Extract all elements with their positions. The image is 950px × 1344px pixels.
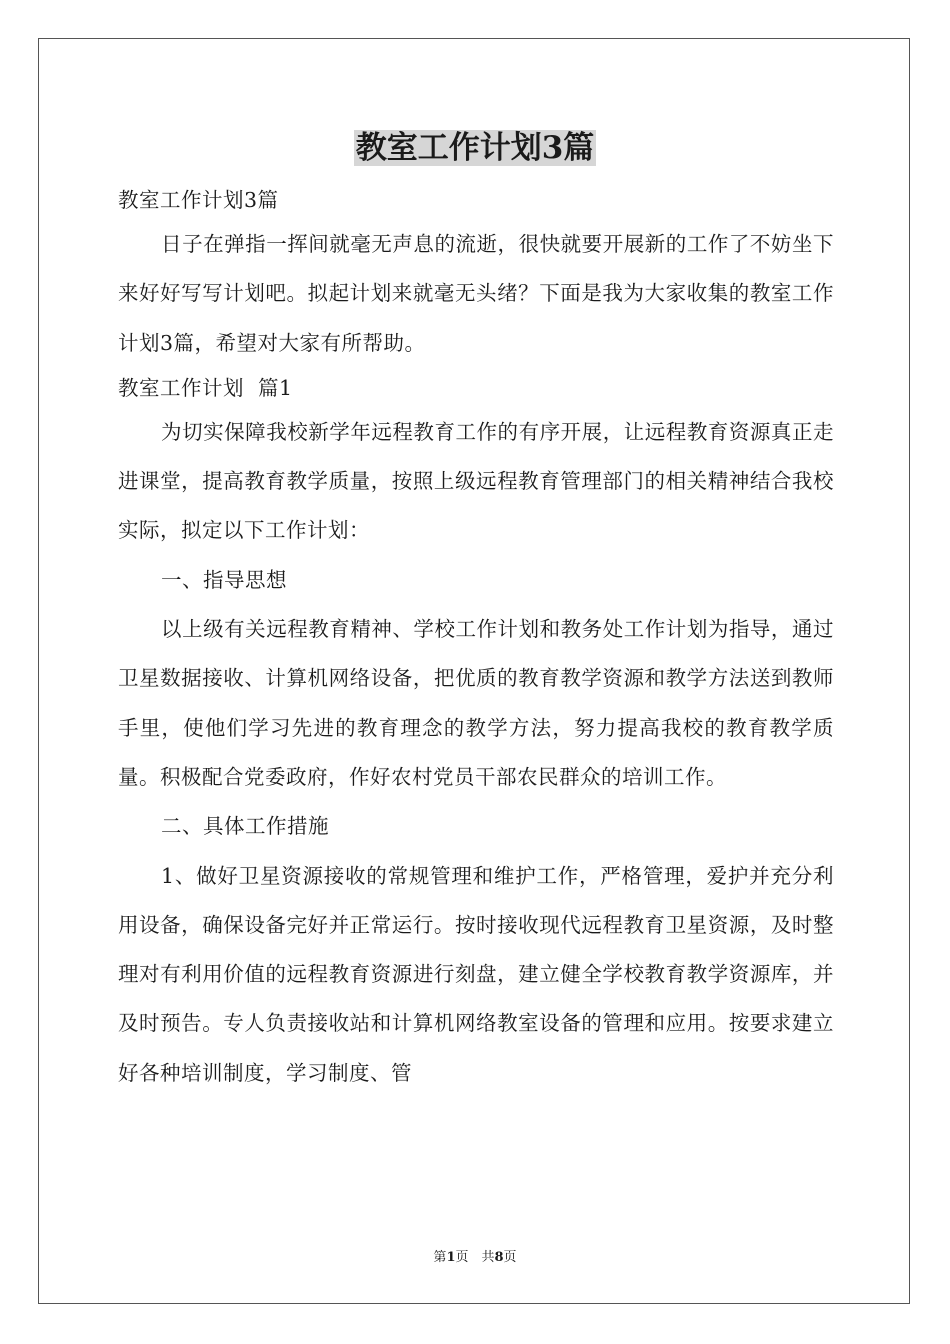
section-heading: 教室工作计划 篇1	[118, 375, 293, 400]
body-paragraph: 为切实保障我校新学年远程教育工作的有序开展，让远程教育资源真正走进课堂，提高教育教学质量，按照上级远程教育管理部门的相关精神结合我校实际，拟定以下工作计划：	[118, 419, 834, 543]
subheading-guiding-ideas: 一、指导思想	[161, 567, 288, 592]
subheading-work-measures: 二、具体工作措施	[161, 814, 330, 839]
body-paragraph: 1、做好卫星资源接收的常规管理和维护工作，严格管理，爱护并充分利用设备，确保设备完好并正常运行。按时接收现代远程教育卫星资源，及时整理对有利用价值的远程教育资源进行刻盘，建立健全学校教育教学资源库，并及时预告。专人负责接收站和计算机网络教室设备的管理和应用。按要求建立好各种培训制度，学习制度、管	[118, 863, 834, 1085]
page-mid: 页 共	[455, 1250, 495, 1265]
page-footer	[0, 1246, 950, 1265]
page-current: 1	[446, 1250, 456, 1265]
body-paragraph: 以上级有关远程教育精神、学校工作计划和教务处工作计划为指导，通过卫星数据接收、计算机网络设备，把优质的教育教学资源和教学方法送到教师手里，使他们学习先进的教育理念的教学方法，努力提高我校的教育教学质量。积极配合党委政府，作好农村党员干部农民群众的培训工作。	[118, 617, 834, 789]
page-prefix: 第	[433, 1250, 447, 1265]
intro-paragraph: 日子在弹指一挥间就毫无声息的流逝，很快就要开展新的工作了不妨坐下来好好写写计划吧。拟起计划来就毫无头绪？下面是我为大家收集的教室工作计划3篇，希望对大家有所帮助。	[118, 232, 834, 355]
page-total: 8	[494, 1250, 504, 1265]
document-title	[0, 126, 950, 170]
document-body	[118, 180, 834, 1098]
page-suffix: 页	[503, 1250, 517, 1265]
document-title-text: 教室工作计划3篇	[355, 130, 595, 166]
document-subtitle: 教室工作计划3篇	[118, 188, 279, 212]
